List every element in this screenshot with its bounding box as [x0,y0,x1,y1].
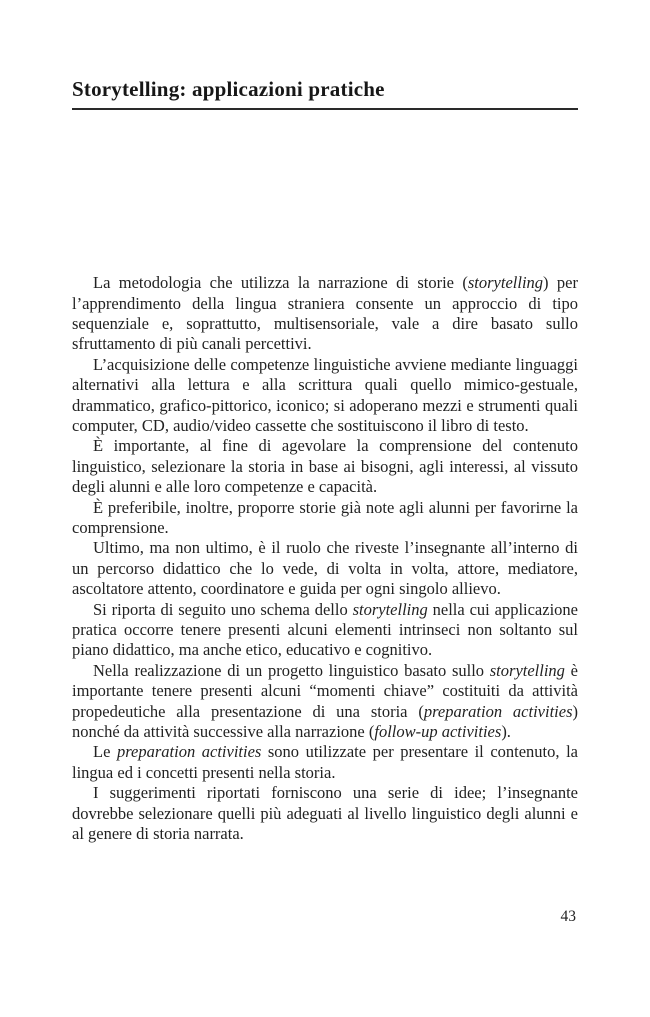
text-run: L’acquisizione delle competenze linguistiche avviene mediante linguaggi alternativi alla lettura e alla scrittura quali quello mimico-gestuale, drammatico, grafico-pittorico, iconico; si adoperano mezzi e strumenti quali computer, CD, audio/video cassette che sostituiscono il libro di testo. [72,354,578,435]
italic-text-run: storytelling [467,273,544,293]
italic-text-run: storytelling [489,660,565,680]
text-run: ). [501,722,511,742]
paragraph [72,600,578,661]
paragraph [72,783,578,844]
text-run: I suggerimenti riportati forniscono una serie di idee; l’insegnante dovrebbe selezionare quelli più adeguati al livello linguistico degli alunni e al genere di storia narrata. [72,783,578,844]
text-column [72,0,578,845]
paragraph [72,355,578,437]
title-rule [72,108,578,110]
italic-text-run: preparation activities [423,701,573,721]
italic-text-run: storytelling [352,599,428,619]
paragraph [72,742,578,783]
text-run: nella cui applicazione pratica occorre tenere presenti alcuni elementi intrinseci non soltanto sul piano didattico, ma anche etico, educativo e cognitivo. [72,599,578,660]
italic-text-run: follow-up activities [374,722,502,742]
paragraph [72,436,578,497]
text-run: Si riporta di seguito uno schema dello [93,599,353,619]
text-run: La metodologia che utilizza la narrazione di storie ( [93,273,468,293]
paragraph [72,273,578,355]
text-run: ) nonché da attività successive alla narrazione ( [72,701,578,742]
italic-text-run: preparation activities [116,742,262,762]
text-run: ) per l’apprendimento della lingua straniera consente un approccio di tipo sequenziale e, soprattutto, multisensoriale, vale a dire basato sullo sfruttamento di più canali percettivi. [72,273,578,354]
body-text [72,273,578,844]
text-run: Ultimo, ma non ultimo, è il ruolo che riveste l’insegnante all’interno di un percorso didattico che lo vede, di volta in volta, attore, mediatore, ascoltatore attento, coordinatore e guida per ogni singolo allievo. [72,538,578,599]
text-run: è importante tenere presenti alcuni “momenti chiave” costituiti da attività propedeutiche alla presentazione di una storia ( [72,660,578,721]
text-run: Nella realizzazione di un progetto linguistico basato sullo [93,660,490,680]
text-run: È importante, al fine di agevolare la comprensione del contenuto linguistico, selezionare la storia in base ai bisogni, agli interessi, al vissuto degli alunni e alle loro competenze e capacità. [72,436,578,497]
text-run: Le [93,742,117,762]
chapter-title: Storytelling: applicazioni pratiche [72,77,385,101]
text-run: È preferibile, inoltre, proporre storie già note agli alunni per favorirne la comprensione. [72,497,578,538]
paragraph [72,661,578,743]
page-number: 43 [560,908,576,925]
paragraph [72,538,578,599]
paragraph [72,498,578,539]
text-run: sono utilizzate per presentare il contenuto, la lingua ed i concetti presenti nella storia. [72,742,578,782]
